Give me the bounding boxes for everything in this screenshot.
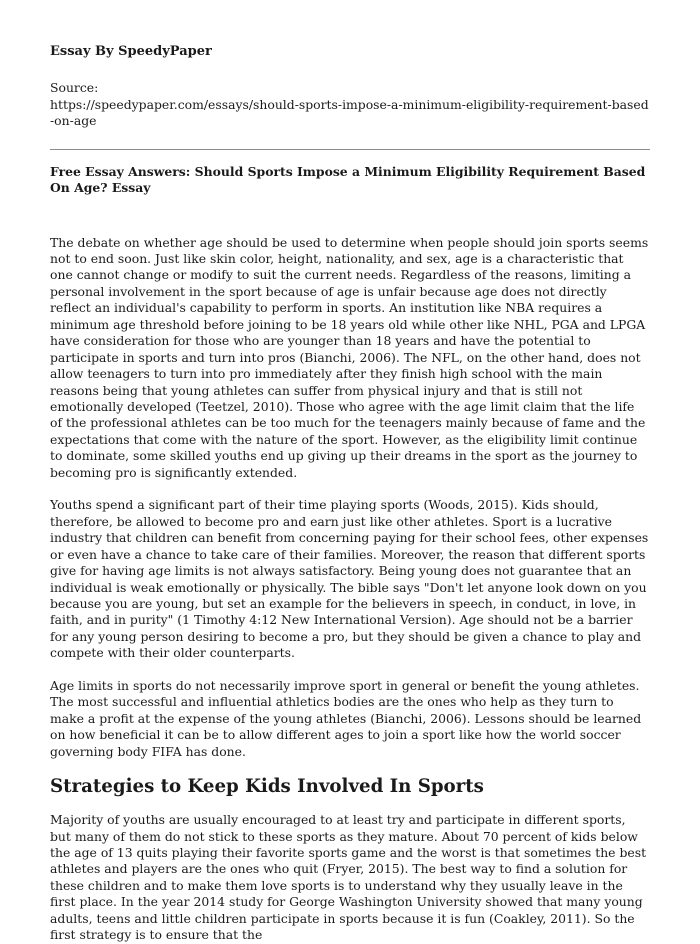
source-label: Source: xyxy=(50,80,99,95)
essay-paragraph: Youths spend a significant part of their time playing sports (Woods, 2015). Kids should, therefore, be allowed to become pro and earn just like other athletes. Sport is a lucrative industry that children can benefit from concerning paying for their school fees, other expenses or even have a chance to take care of their families. Moreover, the reason that different sports give for having age limits is not always satisfactory. Being young does not guarantee that an individual is weak emotionally or physically. The bible says "Don't let anyone look down on you because you are young, but set an example for the believers in speech, in conduct, in love, in faith, and in purity" (1 Timothy 4:12 New International Version). Age should not be a barrier for any young person desiring to become a pro, but they should be given a chance to play and compete with their older counterparts. xyxy=(50,497,649,661)
essay-paragraph: Age limits in sports do not necessarily improve sport in general or benefit the young athletes. The most successful and influential athletics bodies are the ones who help as they turn to make a profit at the expense of the young athletes (Bianchi, 2006). Lessons should be learned on how beneficial it can be to allow different ages to join a sport like how the world soccer governing body FIFA has done. xyxy=(50,677,642,759)
document-title: Essay By SpeedyPaper xyxy=(50,44,212,59)
essay-paragraph: The debate on whether age should be used to determine when people should join sports seems not to end soon. Just like skin color, height, nationality, and sex, age is a characteristic that one cannot change or modify to suit the current needs. Regardless of the reasons, limiting a personal involvement in the sport because of age is unfair because age does not directly reflect an individual's capability to perform in sports. An institution like NBA requires a minimum age threshold before joining to be 18 years old while other like NHL, PGA and LPGA have consideration for those who are younger than 18 years and have the potential to participate in sports and turn into pros (Bianchi, 2006). The NFL, on the other hand, does not allow teenagers to turn into pro immediately after they finish high school with the main reasons being that young athletes can suffer from physical injury and that is still not emotionally developed (Teetzel, 2010). Those who agree with the age limit claim that the life of the professional athletes can be too much for the teenagers mainly because of fame and the expectations that come with the nature of the sport. However, as the eligibility limit continue to dominate, some skilled youths end up giving up their dreams in the sport as the journey to becoming pro is significantly extended. xyxy=(50,234,649,480)
divider xyxy=(50,149,650,150)
section-paragraph: Majority of youths are usually encouraged to at least try and participate in different sports, but many of them do not stick to these sports as they mature. About 70 percent of kids below the age of 13 quits playing their favorite sports game and the worst is that sometimes the best athletes and players are the ones who quit (Fryer, 2015). The best way to find a solution for these children and to make them love sports is to understand why they usually leave in the first place. In the year 2014 study for George Washington University showed that many young adults, teens and little children participate in sports because it is fun (Coakley, 2011). So the first strategy is to ensure that the xyxy=(50,812,647,943)
source-block xyxy=(50,80,650,130)
essay-title: Free Essay Answers: Should Sports Impose a Minimum Eligibility Requirement Based On Age? Essay xyxy=(50,163,646,195)
source-url-link[interactable]: https://speedypaper.com/essays/should-sports-impose-a-minimum-eligibility-requirement-based-on-age xyxy=(50,96,649,128)
section-heading: Strategies to Keep Kids Involved In Sports xyxy=(50,776,484,798)
